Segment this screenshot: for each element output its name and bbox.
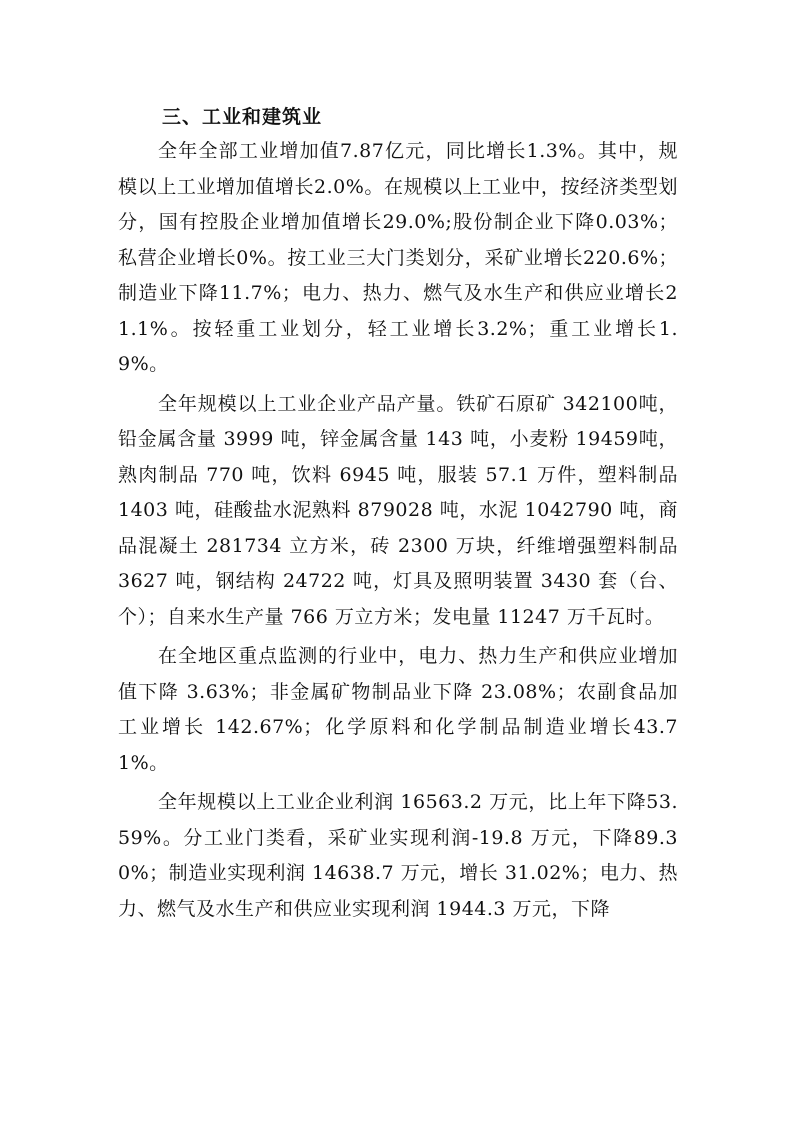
document-page — [118, 100, 678, 927]
paragraph-industrial-value-added: 全年全部工业增加值7.87亿元，同比增长1.3%。其中，规模以上工业增加值增长2.0%。在规模以上工业中，按经济类型划分，国有控股企业增加值增长29.0%;股份制企业下降0.03%；私营企业增长0%。按工业三大门类划分，采矿业增长220.6%；制造业下降11.7%；电力、热力、燃气及水生产和供应业增长21.1%。按轻重工业划分，轻工业增长3.2%；重工业增长1.9%。 — [118, 140, 678, 375]
paragraph-industrial-profit: 全年规模以上工业企业利润 16563.2 万元，比上年下降53.59%。分工业门类看，采矿业实现利润-19.8 万元，下降89.30%；制造业实现利润 14638.7 万元，增长 31.02%；电力、热力、燃气及水生产和供应业实现利润 1944.3 万元，下降 — [118, 791, 678, 920]
section-heading: 三、工业和建筑业 — [162, 106, 323, 128]
paragraph-key-industries: 在全地区重点监测的行业中，电力、热力生产和供应业增加值下降 3.63%；非金属矿物制品业下降 23.08%；农副食品加工业增长 142.67%；化学原料和化学制品制造业增长43.71%。 — [118, 645, 678, 774]
paragraph-product-output: 全年规模以上工业企业产品产量。铁矿石原矿 342100吨，铅金属含量 3999 吨，锌金属含量 143 吨，小麦粉 19459吨，熟肉制品 770 吨，饮料 6945 吨，服装 57.1 万件，塑料制品 1403 吨，硅酸盐水泥熟料 879028 吨，水泥 1042790 吨，商品混凝土 281734 立方米，砖 2300 万块，纤维增强塑料制品 3627 吨，钢结构 24722 吨，灯具及照明装置 3430 套（台、个）；自来水生产量 766 万立方米；发电量 11247 万千瓦时。 — [118, 392, 678, 628]
